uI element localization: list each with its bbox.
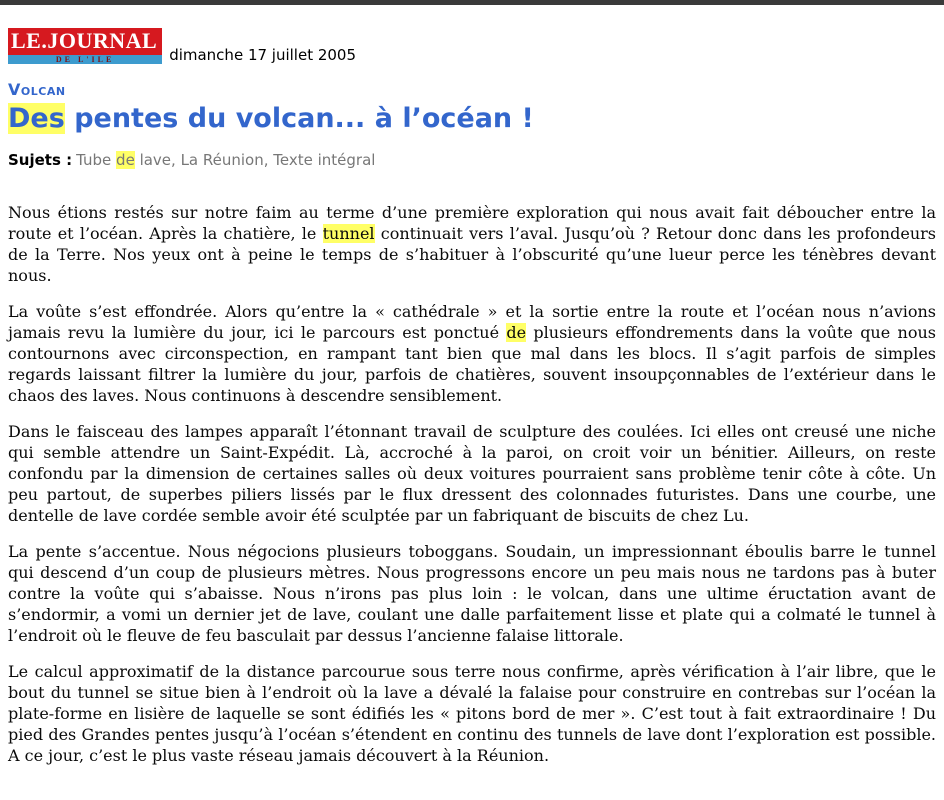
subjects-links: Tube de lave, La Réunion, Texte intégral (76, 151, 376, 169)
text-segment: Dans le faisceau des lampes apparaît l’étonnant travail de sculpture des coulées. Ici elles ont creusé une niche qui semble attendre un Saint-Expédit. Là, accroché à la paroi, on croit voir un bénitier. Ailleurs, on reste confondu par la dimension de certaines salles où deux voitures pourraient sans problème tenir côte à côte. Un peu partout, de superbes piliers lissés par le flux dressent des colonnades futuristes. Dans une courbe, une dentelle de lave cordée semble avoir été sculptée par un fabriquant de biscuits de chez Lu. (8, 422, 936, 525)
subject-link[interactable] (76, 151, 171, 169)
text-segment: La Réunion (180, 151, 264, 169)
top-border (0, 0, 944, 5)
highlighted-term: tunnel (322, 224, 375, 243)
highlighted-term: Des (8, 103, 65, 134)
subject-link[interactable] (273, 151, 375, 169)
journal-logo[interactable] (8, 28, 162, 64)
text-segment: Tube (76, 151, 117, 169)
subjects-label: Sujets : (8, 151, 73, 169)
article-paragraph (8, 661, 936, 766)
subjects-line (8, 151, 936, 169)
text-segment: La voûte s’est effondrée. Alors qu’entre la « cathédrale » et la sortie entre la route et l’océan nous n’avions jamais revu la lumière du jour, ici le parcours est ponctué (8, 302, 936, 342)
article-paragraph (8, 421, 936, 526)
logo-title: LE.JOURNAL (8, 28, 162, 55)
highlighted-term: de (116, 151, 135, 169)
article-body (8, 202, 936, 766)
text-segment: pentes du volcan... à l’océan ! (64, 103, 534, 134)
text-segment: Nous étions restés sur notre faim au terme d’une première exploration qui nous avait fait déboucher entre la route et l’océan. Après la chatière, le (8, 203, 936, 243)
text-segment: Le calcul approximatif de la distance parcourue sous terre nous confirme, après vérification à l’air libre, que le bout du tunnel se situe bien à l’endroit où la lave a dévalé la falaise pour construire en contrebas sur l’océan la plate-forme en lisière de laquelle se sont édifiés les « pitons bord de mer ». C’est tout à fait extraordinaire ! Du pied des Grandes pentes jusqu’à l’océan s’étendent en continu des tunnels de lave dont l’exploration est possible. A ce jour, c’est le plus vaste réseau jamais découvert à la Réunion. (8, 662, 936, 765)
article-paragraph (8, 301, 936, 406)
text-segment: continuait vers l’aval. Jusqu’où ? Retour donc dans les profondeurs de la Terre. Nos yeux ont à peine le temps de s’habituer à l’obscurité qu’une lueur perce les ténèbres devant nous. (8, 224, 936, 285)
text-segment: La pente s’accentue. Nous négocions plusieurs toboggans. Soudain, un impressionnant éboulis barre le tunnel qui descend d’un coup de plusieurs mètres. Nous progressons encore un peu mais nous ne tardons pas à buter contre la voûte qui s’abaisse. Nous n’irons pas plus loin : le volcan, dans une ultime éructation avant de s’endormir, a vomi un dernier jet de lave, coulant une dalle parfaitement lisse et plate qui a colmaté le tunnel à l’endroit où le fleuve de feu basculait par dessus l’ancienne falaise littorale. (8, 542, 936, 645)
subject-link[interactable] (181, 151, 264, 169)
article-paragraph (8, 541, 936, 646)
text-segment: plusieurs effondrements dans la voûte que nous contournons avec circonspection, en rampant tant bien que mal dans les blocs. Il s’agit parfois de simples regards laissant filtrer la lumière du jour, parfois de chatières, souvent insoupçonnables de l’extérieur dans le chaos des laves. Nous continuons à descendre sensiblement. (8, 323, 936, 405)
text-segment: Texte intégral (273, 151, 376, 169)
masthead (8, 28, 936, 64)
category-label: Volcan (8, 80, 66, 99)
highlighted-term: de (506, 323, 527, 342)
text-segment: lave (134, 151, 172, 169)
logo-subtitle: DE L'ILE (8, 55, 162, 64)
article-title (8, 102, 936, 136)
article-date: dimanche 17 juillet 2005 (169, 46, 357, 64)
article-paragraph (8, 202, 936, 286)
article-page (0, 28, 944, 766)
